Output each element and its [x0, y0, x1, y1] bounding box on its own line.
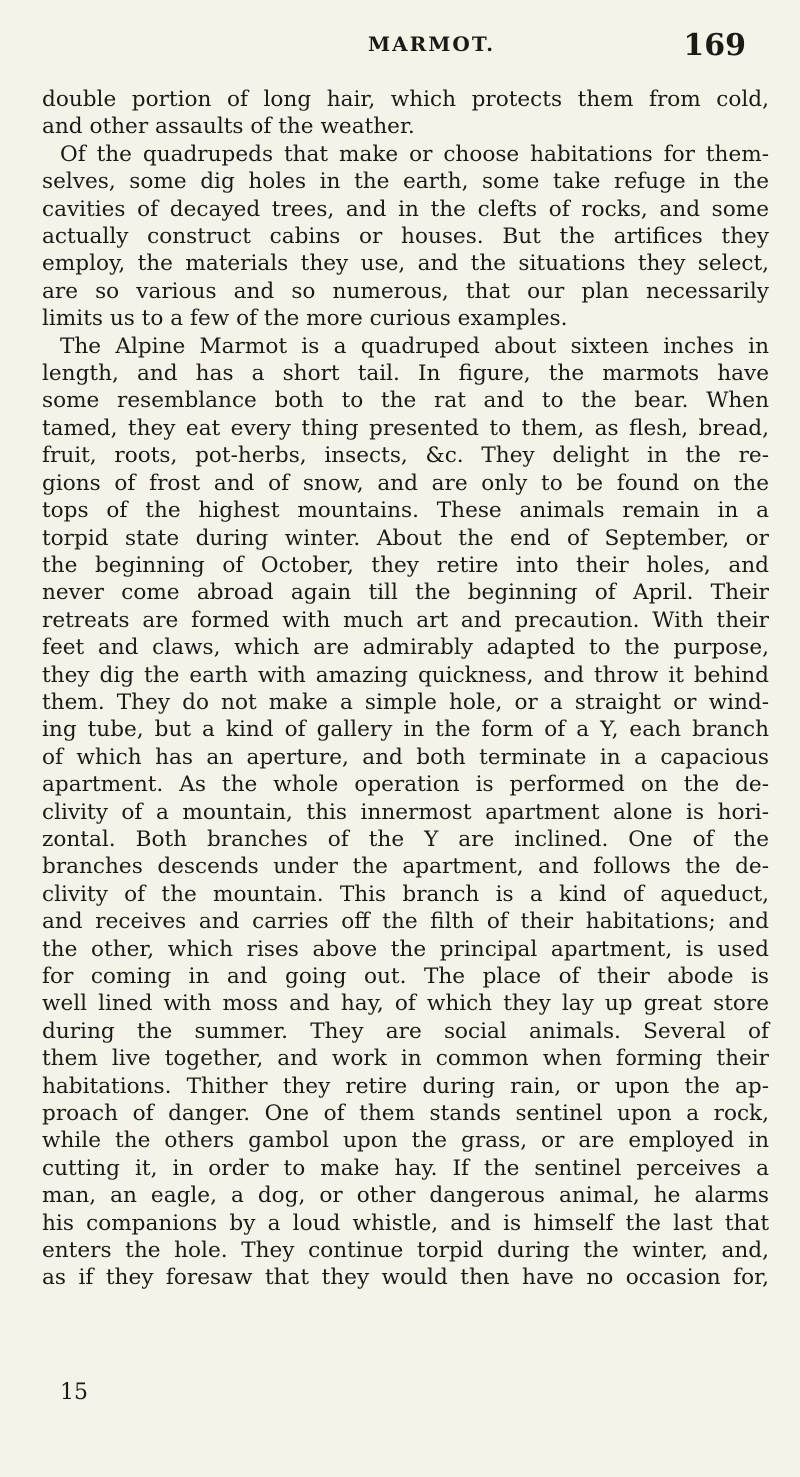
text-line: and other assaults of the weather.	[42, 114, 415, 140]
signature-mark: 15	[60, 1380, 88, 1405]
text-line: and receives and carries off the filth of their habitations; and	[42, 909, 769, 935]
text-line: enters the hole. They continue torpid during the winter, and,	[42, 1238, 769, 1264]
text-line: they dig the earth with amazing quickness, and throw it behind	[42, 662, 769, 688]
text-line: as if they foresaw that they would then have no occasion for,	[42, 1265, 769, 1291]
text-line: feet and claws, which are admirably adapted to the purpose,	[42, 635, 769, 661]
text-line: Of the quadrupeds that make or choose habitations for them-	[60, 141, 769, 167]
text-line: man, an eagle, a dog, or other dangerous animal, he alarms	[42, 1183, 769, 1209]
text-line: cavities of decayed trees, and in the clefts of rocks, and some	[42, 196, 769, 222]
text-line: for coming in and going out. The place of their abode is	[42, 964, 769, 989]
text-line: fruit, roots, pot-herbs, insects, &c. They delight in the re-	[42, 443, 769, 469]
text-line: branches descends under the apartment, and follows the de-	[42, 854, 769, 880]
text-line: them. They do not make a simple hole, or a straight or wind-	[42, 689, 769, 715]
text-line: limits us to a few of the more curious examples.	[42, 306, 568, 332]
text-line: ing tube, but a kind of gallery in the form of a Y, each branch	[42, 717, 769, 743]
text-line: cutting it, in order to make hay. If the sentinel perceives a	[42, 1155, 769, 1181]
text-line: apartment. As the whole operation is performed on the de-	[42, 772, 769, 798]
text-line: his companions by a loud whistle, and is himself the last that	[42, 1210, 769, 1236]
text-line: tops of the highest mountains. These animals remain in a	[42, 498, 769, 524]
running-head: MARMOT.	[368, 32, 496, 56]
text-line: well lined with moss and hay, of which they lay up great store	[42, 991, 769, 1017]
text-line: clivity of a mountain, this innermost apartment alone is hori-	[42, 799, 769, 825]
page-number: 169	[683, 28, 746, 63]
text-line: habitations. Thither they retire during rain, or upon the ap-	[42, 1073, 769, 1099]
text-line: gions of frost and of snow, and are only to be found on the	[42, 470, 769, 496]
text-line: actually construct cabins or houses. But the artifices they	[42, 224, 769, 250]
text-line: of which has an aperture, and both terminate in a capacious	[42, 744, 769, 770]
text-line: never come abroad again till the beginning of April. Their	[42, 580, 769, 606]
text-line: clivity of the mountain. This branch is a kind of aqueduct,	[42, 881, 769, 907]
text-line: tamed, they eat every thing presented to them, as flesh, bread,	[42, 415, 769, 441]
page-header	[0, 28, 800, 68]
text-line: torpid state during winter. About the end of September, or	[42, 525, 769, 551]
text-line: retreats are formed with much art and precaution. With their	[42, 607, 769, 633]
text-line: employ, the materials they use, and the situations they select,	[42, 251, 769, 277]
text-line: the beginning of October, they retire into their holes, and	[42, 552, 769, 578]
body-text	[42, 86, 769, 1292]
text-line: double portion of long hair, which protects them from cold,	[42, 87, 769, 112]
text-line: selves, some dig holes in the earth, some take refuge in the	[42, 169, 769, 195]
text-line: are so various and so numerous, that our plan necessarily	[42, 278, 769, 304]
text-line: The Alpine Marmot is a quadruped about sixteen inches in	[60, 333, 769, 359]
text-line: proach of danger. One of them stands sentinel upon a rock,	[42, 1101, 769, 1127]
text-line: zontal. Both branches of the Y are inclined. One of the	[42, 826, 769, 852]
text-line: length, and has a short tail. In figure, the marmots have	[42, 361, 769, 387]
text-line: during the summer. They are social animals. Several of	[42, 1018, 769, 1044]
text-line: them live together, and work in common when forming their	[42, 1046, 769, 1072]
text-line: the other, which rises above the principal apartment, is used	[42, 936, 769, 962]
text-line: while the others gambol upon the grass, or are employed in	[42, 1128, 769, 1154]
text-line: some resemblance both to the rat and to the bear. When	[42, 388, 769, 414]
